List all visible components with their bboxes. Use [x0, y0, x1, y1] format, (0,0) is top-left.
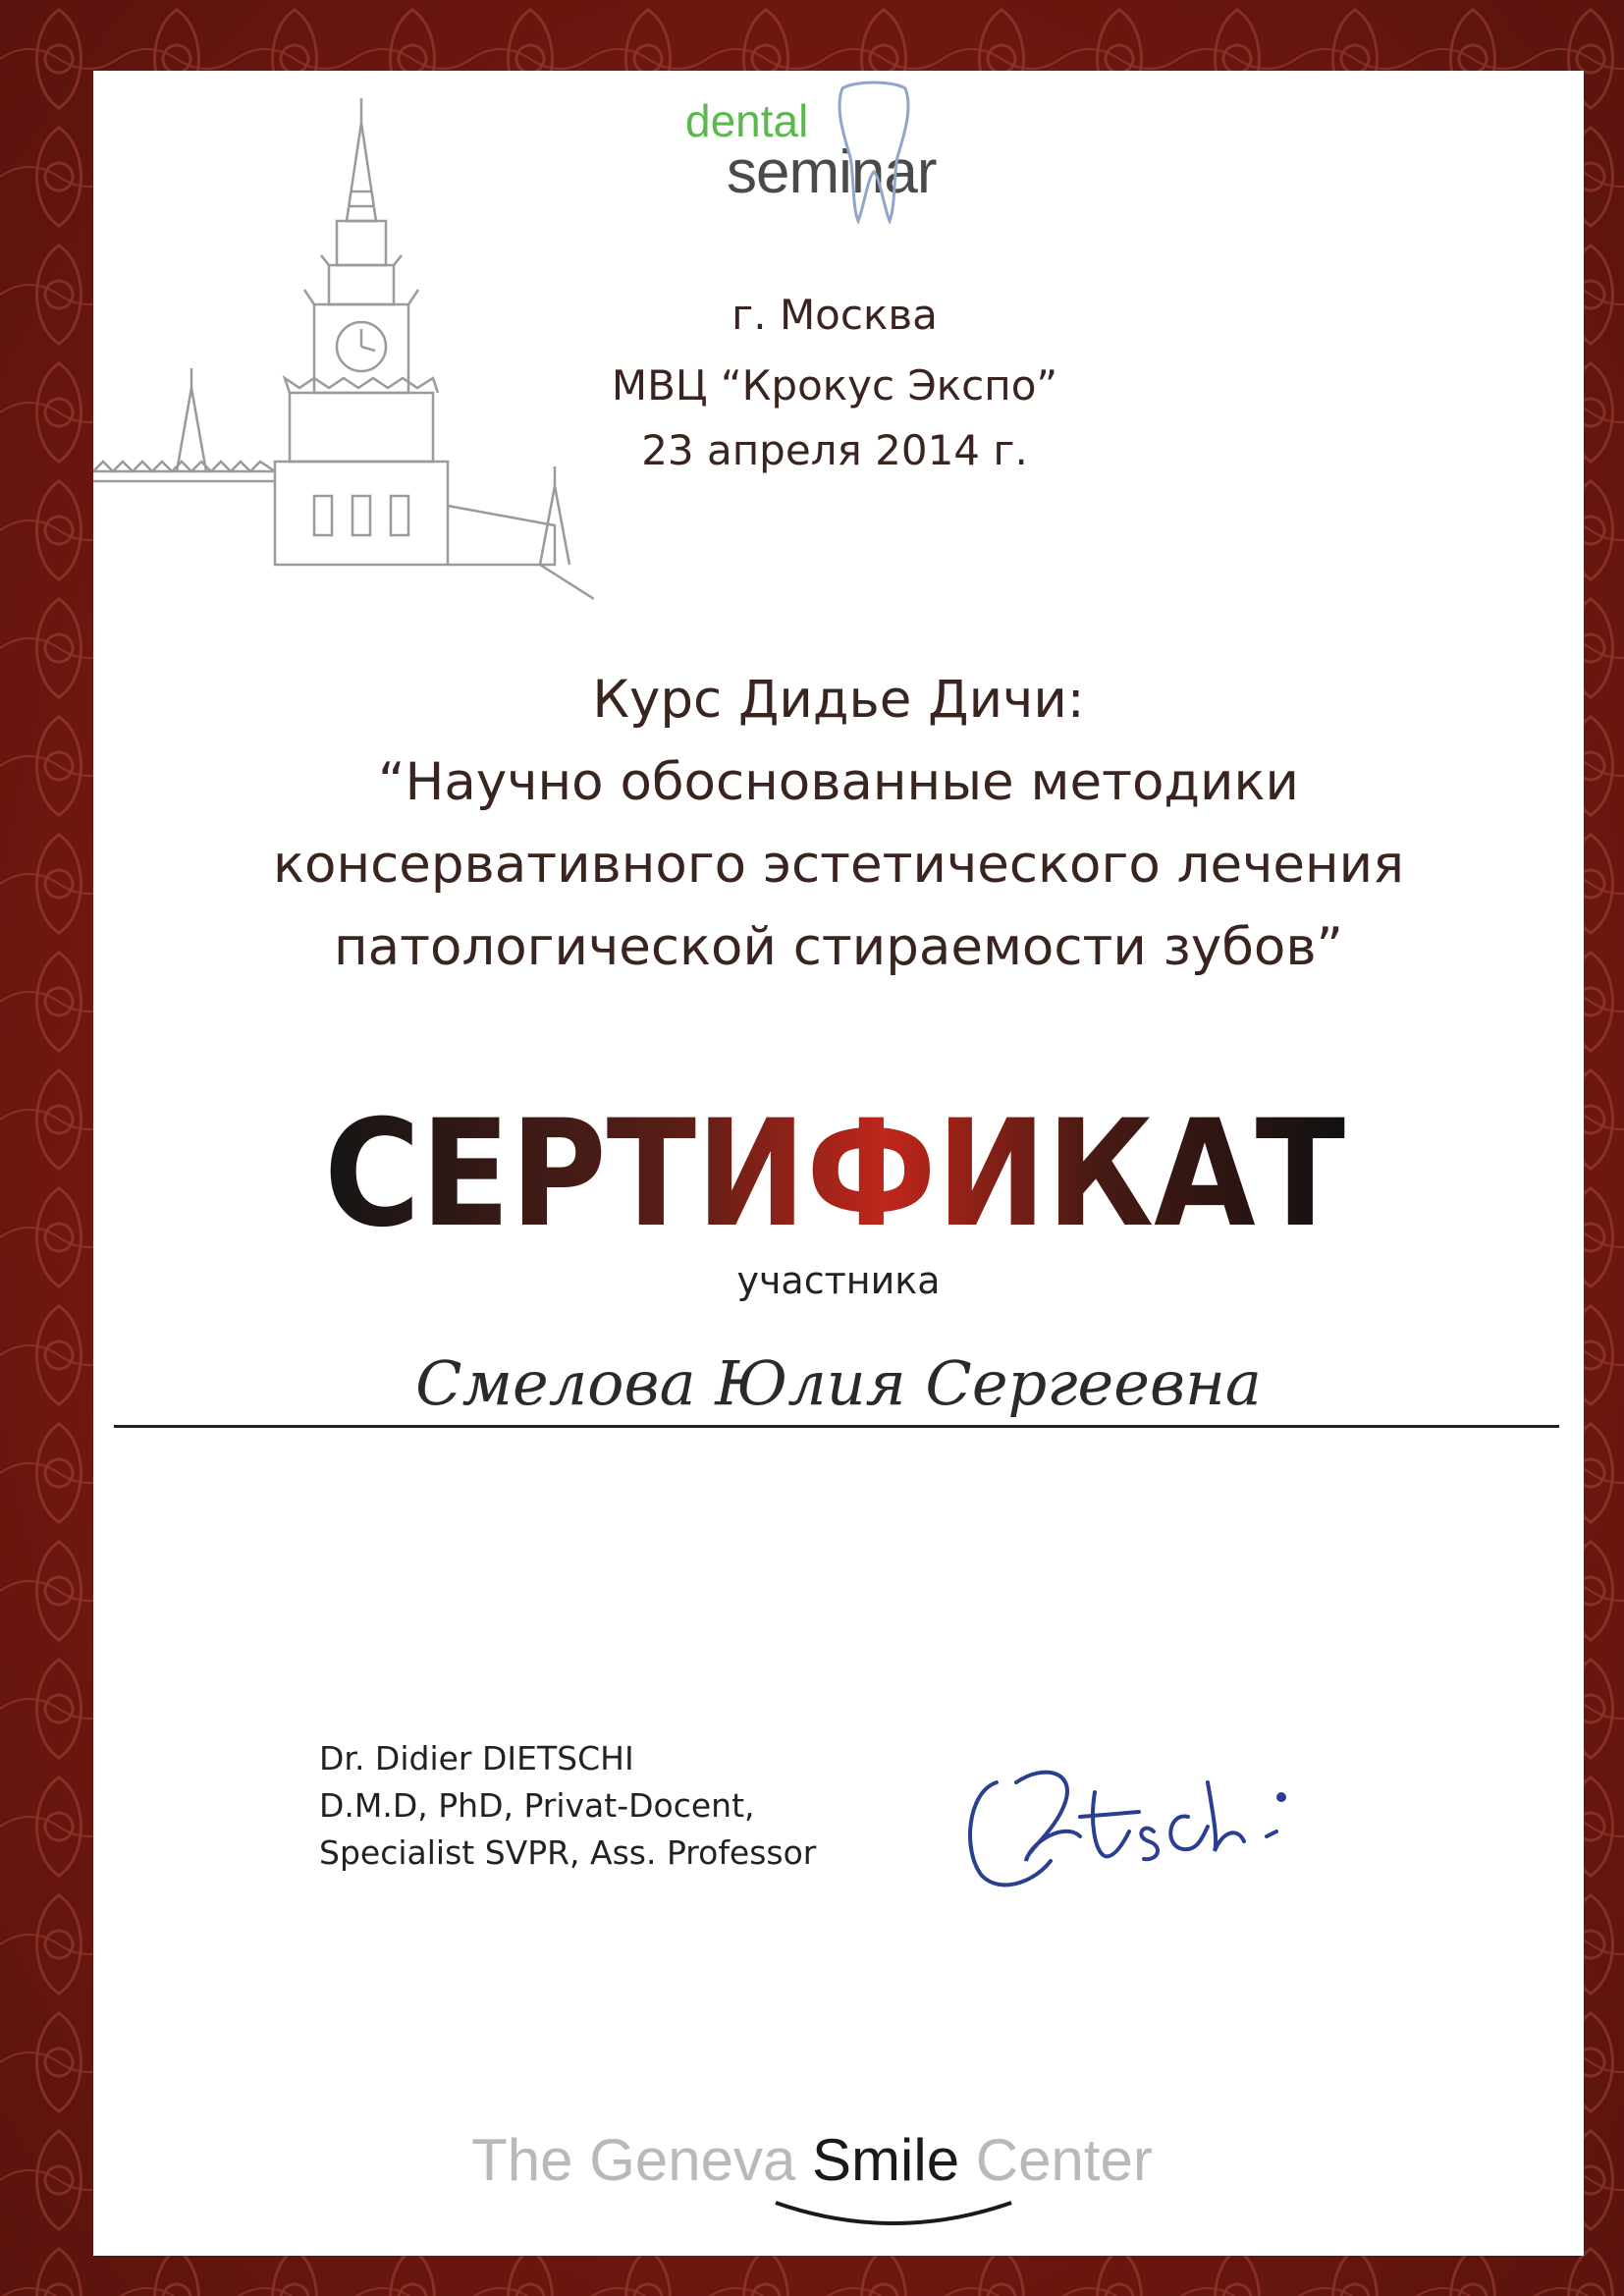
signature [957, 1743, 1350, 1900]
footer-part3: Center [959, 2127, 1153, 2193]
event-venue: МВЦ “Крокус Экспо” [611, 361, 1058, 410]
name-underline [114, 1425, 1559, 1428]
logo-dental-text: dental [685, 95, 809, 146]
signatory-titles: Specialist SVPR, Ass. Professor [319, 1833, 817, 1872]
certificate-subtitle: участника [736, 1259, 941, 1302]
kremlin-tower-illustration [93, 93, 594, 604]
event-city: г. Москва [731, 291, 938, 339]
tooth-icon [835, 79, 913, 226]
signatory-degrees: D.M.D, PhD, Privat-Docent, [319, 1786, 755, 1825]
footer-part1: The Geneva [471, 2127, 813, 2193]
signatory-name: Dr. Didier DIETSCHI [319, 1739, 634, 1777]
recipient-name: Смелова Юлия Сергеевна [415, 1347, 1262, 1419]
logo-seminar-text: seminar [727, 138, 937, 206]
footer-smile-arc [766, 2195, 1021, 2234]
footer-part2: Smile [812, 2127, 960, 2193]
certificate-title [314, 1082, 1355, 1249]
course-title-line3: патологической стираемости зубов” [333, 917, 1344, 977]
course-title-line2: консервативного эстетического лечения [273, 835, 1404, 895]
footer-logo [0, 2126, 1624, 2194]
certificate-title-text: СЕРТИФИКАТ [324, 1089, 1345, 1249]
course-author: Курс Дидье Дичи: [592, 670, 1085, 730]
event-date: 23 апреля 2014 г. [641, 426, 1028, 474]
signatory-block [319, 1735, 816, 1877]
course-title-line1: “Научно обоснованные методики [378, 752, 1299, 812]
